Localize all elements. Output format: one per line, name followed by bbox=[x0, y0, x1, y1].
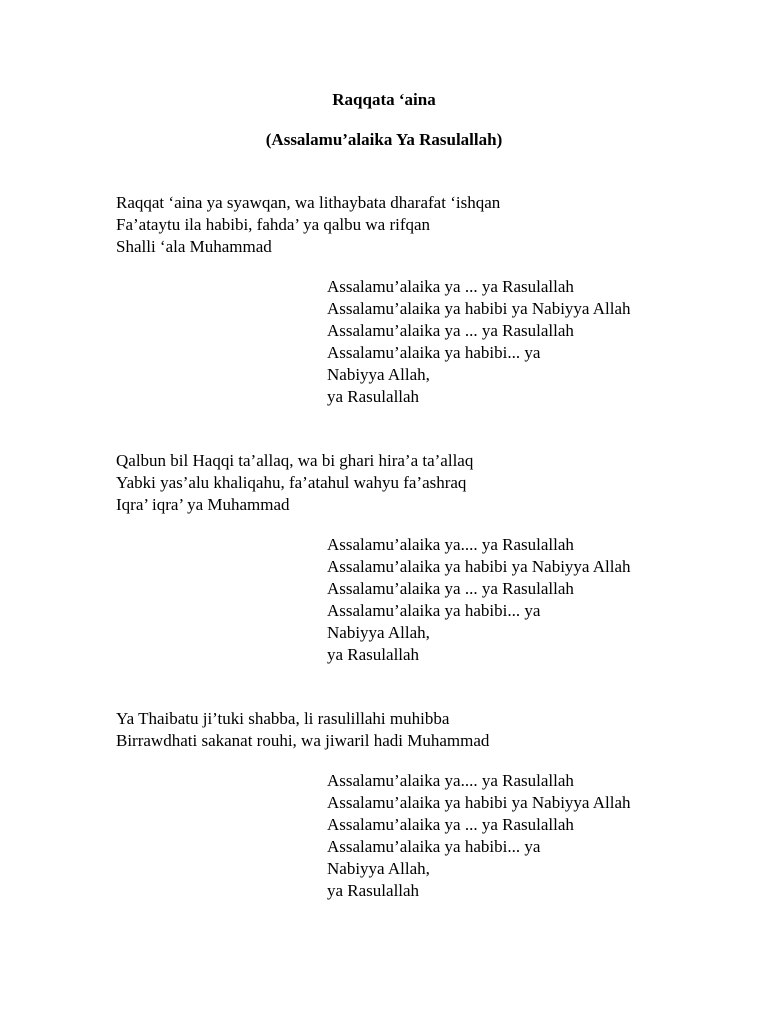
chorus-line: Assalamu’alaika ya ... ya Rasulallah bbox=[327, 277, 574, 296]
chorus-3 bbox=[327, 770, 657, 902]
verse-line: Shalli ‘ala Muhammad bbox=[116, 237, 272, 256]
chorus-line: ya Rasulallah bbox=[327, 645, 420, 664]
chorus-line: Assalamu’alaika ya.... ya Rasulallah bbox=[327, 771, 574, 790]
chorus-line: Assalamu’alaika ya ... ya Rasulallah bbox=[327, 815, 574, 834]
verse-line: Fa’ataytu ila habibi, fahda’ ya qalbu wa rifqan bbox=[116, 215, 431, 234]
chorus-line: ya Rasulallah bbox=[327, 387, 420, 406]
verse-2 bbox=[116, 450, 473, 516]
chorus-line: Assalamu’alaika ya.... ya Rasulallah bbox=[327, 535, 574, 554]
verse-line: Qalbun bil Haqqi ta’allaq, wa bi ghari hira’a ta’allaq bbox=[116, 451, 474, 470]
verse-line: Raqqat ‘aina ya syawqan, wa lithaybata dharafat ‘ishqan bbox=[116, 193, 501, 212]
verse-line: Ya Thaibatu ji’tuki shabba, li rasulillahi muhibba bbox=[116, 709, 450, 728]
verse-line: Iqra’ iqra’ ya Muhammad bbox=[116, 495, 290, 514]
chorus-line: Assalamu’alaika ya habibi... ya Nabiyya Allah, bbox=[327, 837, 541, 878]
chorus-line: Assalamu’alaika ya habibi ya Nabiyya Allah bbox=[327, 557, 631, 576]
document-subtitle: (Assalamu’alaika Ya Rasulallah) bbox=[265, 130, 503, 149]
verse-1 bbox=[116, 192, 500, 258]
chorus-line: Assalamu’alaika ya ... ya Rasulallah bbox=[327, 321, 574, 340]
chorus-line: Assalamu’alaika ya habibi... ya Nabiyya Allah, bbox=[327, 343, 541, 384]
chorus-line: Assalamu’alaika ya habibi ya Nabiyya Allah bbox=[327, 299, 631, 318]
verse-line: Yabki yas’alu khaliqahu, fa’atahul wahyu fa’ashraq bbox=[116, 473, 467, 492]
chorus-line: Assalamu’alaika ya habibi ya Nabiyya Allah bbox=[327, 793, 631, 812]
chorus-line: Assalamu’alaika ya ... ya Rasulallah bbox=[327, 579, 574, 598]
verse-line: Birrawdhati sakanat rouhi, wa jiwaril hadi Muhammad bbox=[116, 731, 490, 750]
verse-3 bbox=[116, 708, 489, 752]
chorus-line: Assalamu’alaika ya habibi... ya Nabiyya Allah, bbox=[327, 601, 541, 642]
chorus-2 bbox=[327, 534, 657, 666]
chorus-1 bbox=[327, 276, 657, 408]
document-title: Raqqata ‘aina bbox=[332, 90, 436, 109]
chorus-line: ya Rasulallah bbox=[327, 881, 420, 900]
